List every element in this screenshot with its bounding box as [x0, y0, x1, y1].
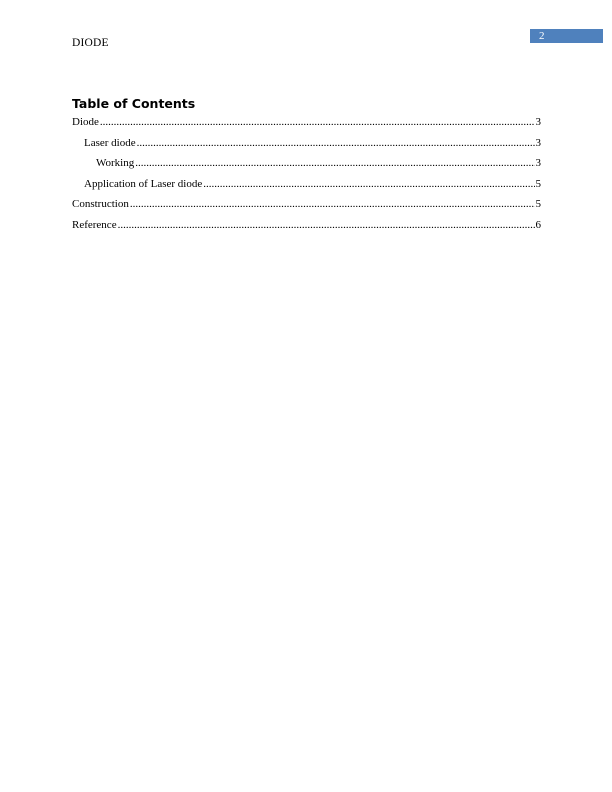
toc-dot-leader	[118, 218, 535, 232]
toc-dot-leader	[130, 197, 535, 211]
toc-entry-page: 3	[535, 136, 541, 149]
toc-list	[72, 115, 541, 239]
page-number: 2	[539, 30, 545, 42]
toc-heading: Table of Contents	[72, 96, 196, 111]
toc-dot-leader	[137, 136, 535, 150]
toc-entry-text: Laser diode	[84, 136, 136, 149]
toc-entry-text: Diode	[72, 116, 99, 128]
toc-entry-diode[interactable]	[72, 115, 541, 136]
toc-dot-leader	[203, 177, 534, 191]
toc-entry-laser-diode[interactable]	[72, 136, 541, 157]
toc-entry-page: 5	[535, 198, 541, 211]
toc-entry-page: 5	[535, 177, 541, 190]
toc-entry-text: Reference	[72, 218, 117, 231]
toc-entry-reference[interactable]	[72, 218, 541, 239]
toc-entry-working[interactable]	[72, 156, 541, 177]
toc-entry-text: Application of Laser diode	[84, 177, 203, 190]
toc-entry-construction[interactable]	[72, 197, 541, 218]
page-number-badge	[530, 29, 603, 43]
toc-dot-leader	[100, 115, 535, 129]
toc-dot-leader	[135, 156, 534, 170]
toc-entry-page: 3	[535, 157, 541, 170]
toc-entry-text: Construction	[72, 198, 129, 211]
toc-entry-page: 3	[535, 116, 541, 128]
running-head: DIODE	[72, 37, 109, 49]
toc-entry-application-of-laser-diode[interactable]	[72, 177, 541, 198]
toc-entry-text: Working	[96, 157, 135, 170]
toc-entry-page: 6	[535, 218, 541, 231]
